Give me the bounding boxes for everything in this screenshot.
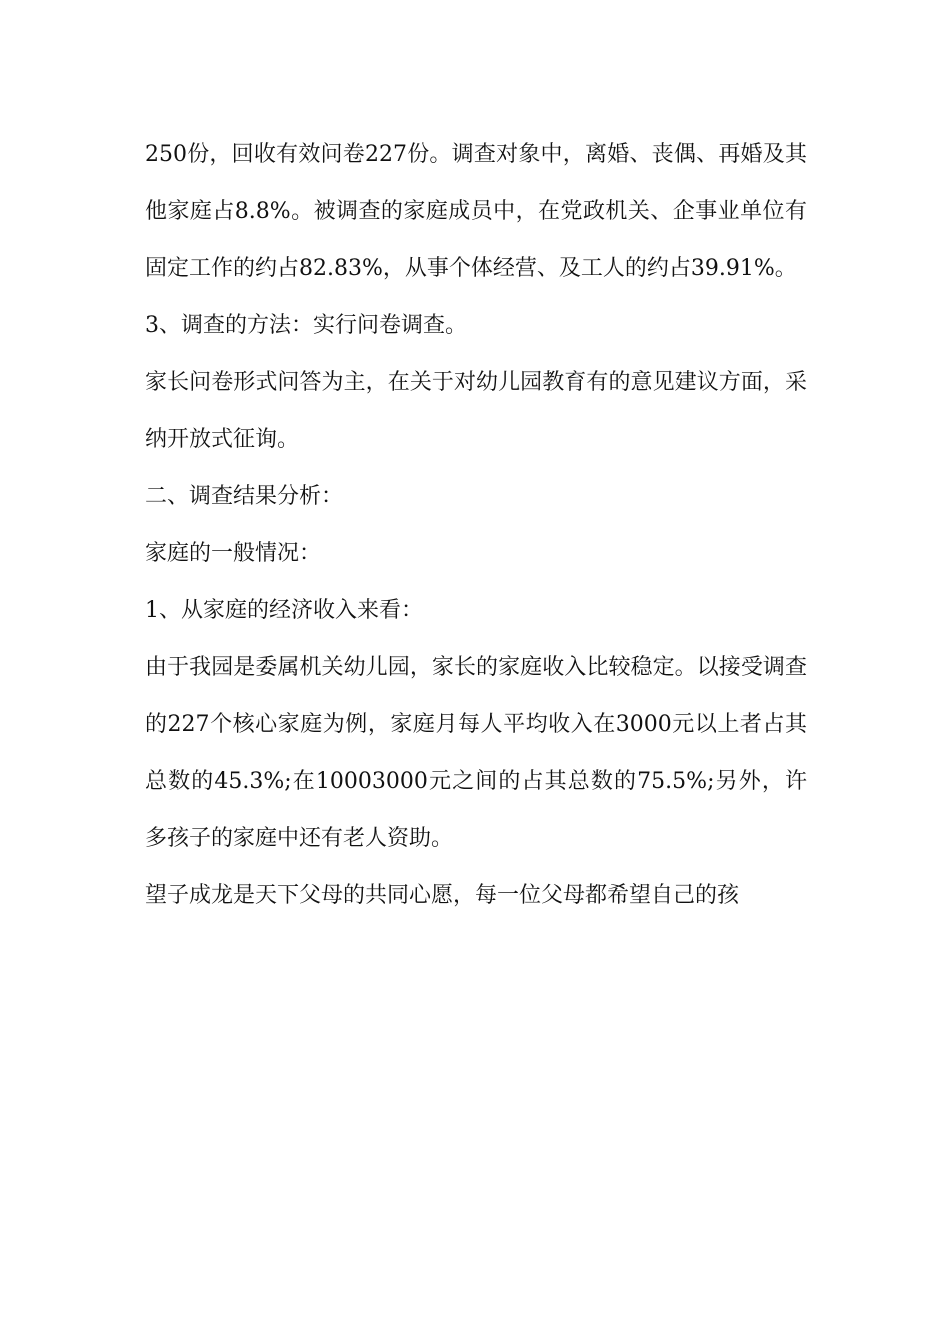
section-heading-analysis: 二、调查结果分析：: [145, 484, 344, 509]
subheading-family-situation: 家庭的一般情况：: [145, 541, 322, 566]
subheading-income: 1、从家庭的经济收入来看：: [145, 598, 423, 623]
paragraph-parents-wish: 望子成龙是天下父母的共同心愿，每一位父母都希望自己的孩: [145, 883, 740, 908]
document-body: [145, 126, 807, 924]
paragraph-income-details: 由于我园是委属机关幼儿园，家长的家庭收入比较稳定。以接受调查的227个核心家庭为例，家庭月每人平均收入在3000元以上者占其总数的45.3%;在10003000元之间的占其总数的75.5%;另外，许多孩子的家庭中还有老人资助。: [145, 655, 807, 851]
paragraph-questionnaire-form: 家长问卷形式问答为主，在关于对幼儿园教育有的意见建议方面，采纳开放式征询。: [145, 370, 807, 452]
paragraph-survey-method: 3、调查的方法：实行问卷调查。: [145, 313, 467, 338]
paragraph-survey-sample: 250份，回收有效问卷227份。调查对象中，离婚、丧偶、再婚及其他家庭占8.8%。被调查的家庭成员中，在党政机关、企事业单位有固定工作的约占82.83%，从事个体经营、及工人的约占39.91%。: [145, 142, 807, 281]
